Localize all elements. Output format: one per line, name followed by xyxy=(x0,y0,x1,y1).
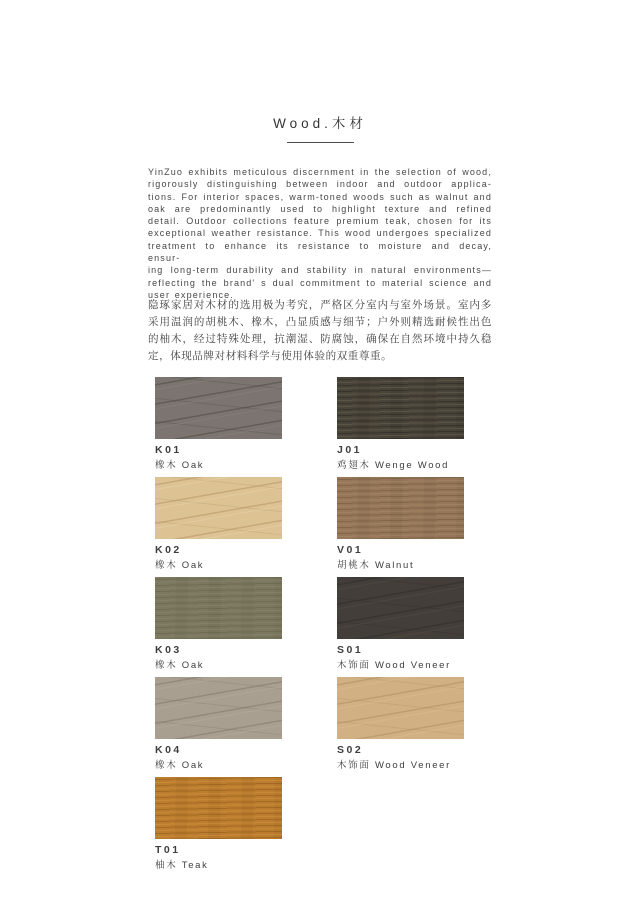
paragraph-line: 定，体现品牌对材料科学与使用体验的双重尊重。 xyxy=(148,350,393,362)
swatch-k04 xyxy=(155,677,282,777)
swatch-code: K02 xyxy=(155,544,182,556)
swatch-label: 橡木 Oak xyxy=(155,460,205,471)
paragraph-line: YinZuo exhibits meticulous discernment in the selection of wood, xyxy=(148,167,492,177)
paragraph-line: detail. Outdoor collections feature premium teak, chosen for its xyxy=(148,216,492,227)
wood-sample-s01 xyxy=(337,577,464,639)
paragraph-line: 采用温润的胡桃木、橡木，凸显质感与细节；户外则精选耐候性出色 xyxy=(148,316,492,328)
swatch-v01 xyxy=(337,477,464,577)
title-underline xyxy=(287,142,354,143)
swatch-label: 橡木 Oak xyxy=(155,660,205,671)
swatch-code: T01 xyxy=(155,844,181,856)
title-block xyxy=(148,112,492,143)
swatch-s02 xyxy=(337,677,464,777)
swatch-label: 木饰面 Wood Veneer xyxy=(337,760,452,771)
intro-paragraph-en xyxy=(148,166,492,301)
swatch-code: K01 xyxy=(155,444,182,456)
swatch-label: 橡木 Oak xyxy=(155,760,205,771)
wood-sample-v01 xyxy=(337,477,464,539)
swatch-s01 xyxy=(337,577,464,677)
wood-sample-j01 xyxy=(337,377,464,439)
wood-sample-k01 xyxy=(155,377,282,439)
swatch-code: S01 xyxy=(337,644,364,656)
swatch-j01 xyxy=(337,377,464,477)
swatch-grid xyxy=(155,377,464,877)
swatch-label: 胡桃木 Walnut xyxy=(337,560,415,571)
wood-sample-k02 xyxy=(155,477,282,539)
swatch-code: V01 xyxy=(337,544,364,556)
paragraph-line: user experience. xyxy=(148,289,234,300)
swatch-code: K04 xyxy=(155,744,182,756)
swatch-code: K03 xyxy=(155,644,182,656)
swatch-t01 xyxy=(155,777,282,877)
wood-sample-s02 xyxy=(337,677,464,739)
paragraph-line: rigorously distinguishing between indoor and outdoor applica- xyxy=(148,179,492,190)
paragraph-line: tions. For interior spaces, warm-toned woods such as walnut and xyxy=(148,191,492,202)
swatch-k03 xyxy=(155,577,282,677)
swatch-k02 xyxy=(155,477,282,577)
paragraph-line: exceptional weather resistance. This wood undergoes specialized xyxy=(148,228,492,239)
swatch-label: 木饰面 Wood Veneer xyxy=(337,660,452,671)
swatch-label: 鸡翅木 Wenge Wood xyxy=(337,460,450,471)
swatch-code: S02 xyxy=(337,744,364,756)
intro-paragraph-zh xyxy=(148,297,492,365)
swatch-k01 xyxy=(155,377,282,477)
paragraph-line: treatment to enhance its resistance to moisture and decay, ensur- xyxy=(148,240,492,264)
paragraph-line: 隐琢家居对木材的选用极为考究，严格区分室内与室外场景。室内多 xyxy=(148,299,492,311)
paragraph-line: 的柚木，经过特殊处理，抗潮湿、防腐蚀，确保在自然环境中持久稳 xyxy=(148,333,492,345)
paragraph-line: reflecting the brand' s dual commitment to material science and xyxy=(148,277,492,288)
page-title: Wood.木材 xyxy=(273,116,367,131)
swatch-label: 柚木 Teak xyxy=(155,860,209,871)
swatch-code: J01 xyxy=(337,444,363,456)
swatch-label: 橡木 Oak xyxy=(155,560,205,571)
wood-sample-k03 xyxy=(155,577,282,639)
wood-sample-k04 xyxy=(155,677,282,739)
paragraph-line: oak are predominantly used to highlight texture and refined xyxy=(148,203,492,214)
wood-sample-t01 xyxy=(155,777,282,839)
paragraph-line: ing long-term durability and stability in natural environments— xyxy=(148,265,492,276)
